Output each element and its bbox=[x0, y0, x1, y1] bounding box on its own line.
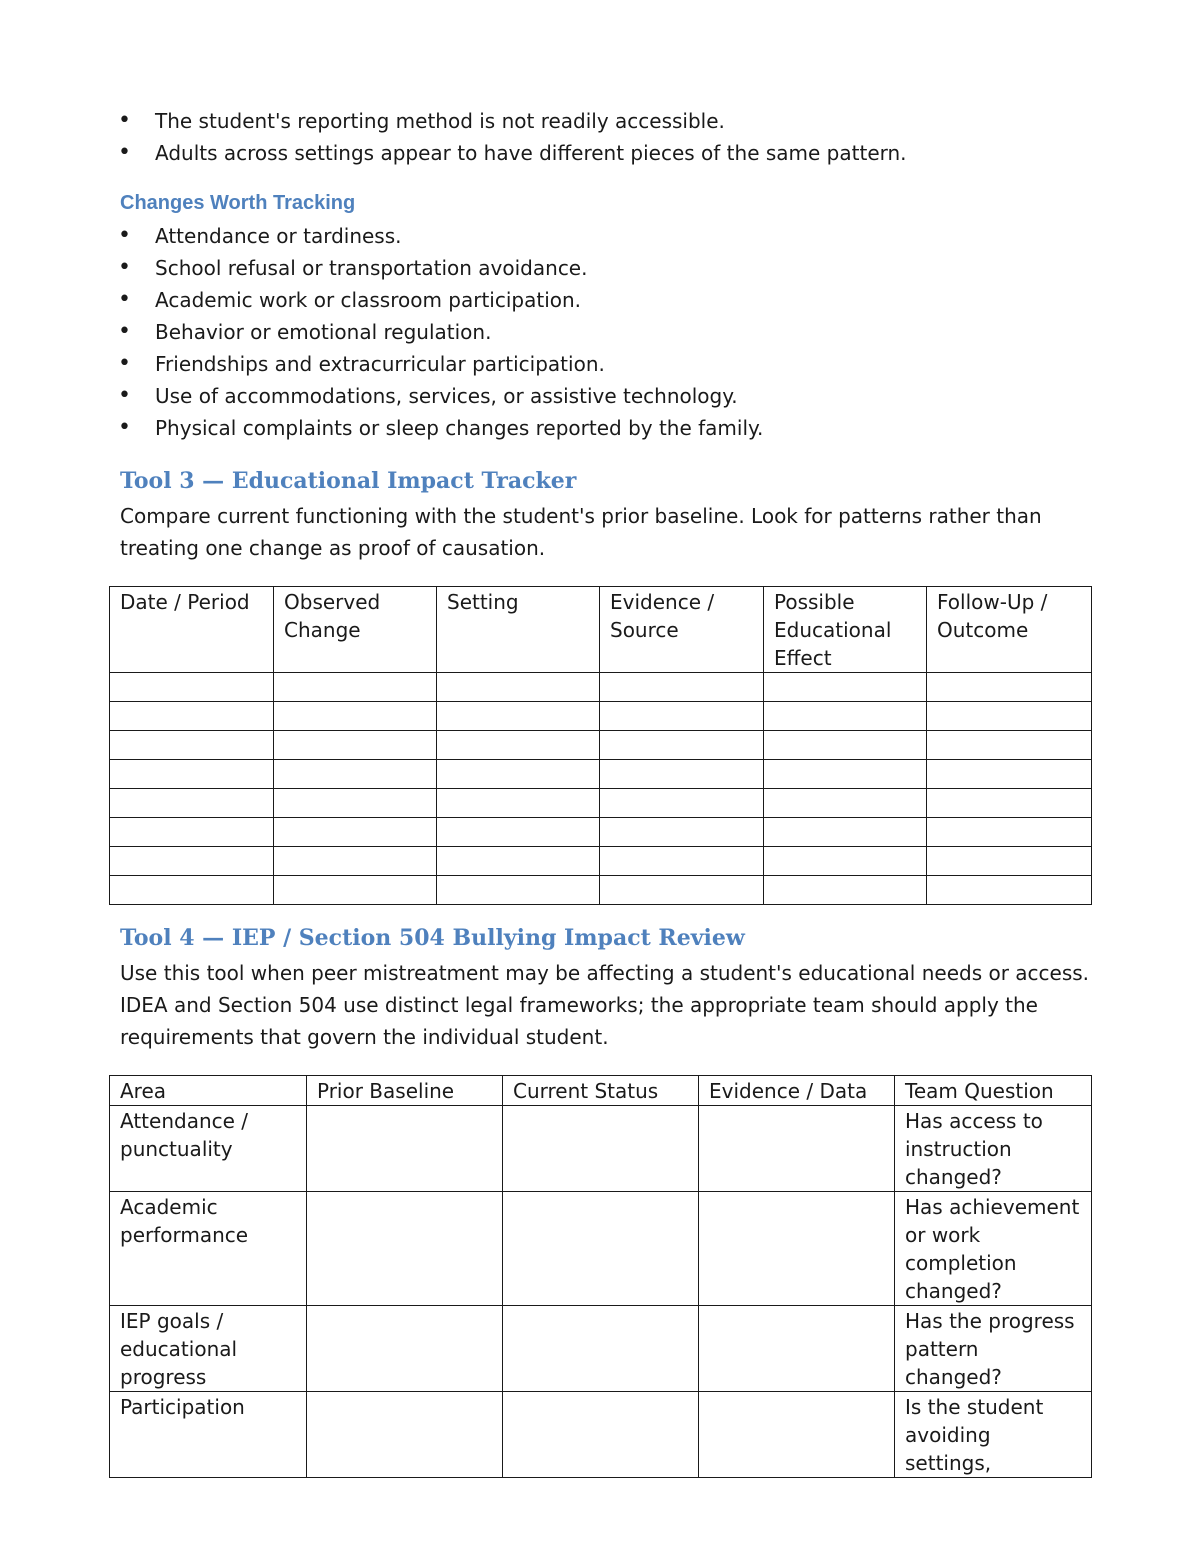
blank-entry-cell[interactable] bbox=[110, 673, 274, 702]
blank-entry-cell[interactable] bbox=[437, 673, 600, 702]
table-row bbox=[110, 760, 1092, 789]
prior-baseline-cell[interactable] bbox=[307, 1192, 503, 1306]
column-header: Prior Baseline bbox=[307, 1076, 503, 1106]
table-row bbox=[110, 789, 1092, 818]
tool3-tracker-table bbox=[109, 586, 1092, 905]
blank-entry-cell[interactable] bbox=[600, 702, 764, 731]
list-item: • Attendance or tardiness. bbox=[118, 220, 1098, 252]
column-header: Observed Change bbox=[274, 587, 437, 673]
blank-entry-cell[interactable] bbox=[927, 876, 1092, 905]
blank-entry-cell[interactable] bbox=[437, 702, 600, 731]
blank-entry-cell[interactable] bbox=[110, 702, 274, 731]
blank-entry-cell[interactable] bbox=[274, 876, 437, 905]
table-header-row bbox=[110, 587, 1092, 673]
tool4-review-table bbox=[109, 1075, 1092, 1478]
area-cell: Academic performance bbox=[110, 1192, 307, 1306]
current-status-cell[interactable] bbox=[503, 1392, 699, 1478]
blank-entry-cell[interactable] bbox=[274, 789, 437, 818]
blank-entry-cell[interactable] bbox=[927, 731, 1092, 760]
blank-entry-cell[interactable] bbox=[764, 702, 927, 731]
table-row bbox=[110, 673, 1092, 702]
blank-entry-cell[interactable] bbox=[274, 818, 437, 847]
list-item: • School refusal or transportation avoidance. bbox=[118, 252, 1098, 284]
blank-entry-cell[interactable] bbox=[600, 847, 764, 876]
blank-entry-cell[interactable] bbox=[274, 760, 437, 789]
blank-entry-cell[interactable] bbox=[600, 673, 764, 702]
table-header-row bbox=[110, 1076, 1092, 1106]
area-cell: Attendance / punctuality bbox=[110, 1106, 307, 1192]
team-question-cell: Is the student avoiding settings, bbox=[895, 1392, 1092, 1478]
blank-entry-cell[interactable] bbox=[274, 673, 437, 702]
blank-entry-cell[interactable] bbox=[927, 789, 1092, 818]
area-cell: IEP goals / educational progress bbox=[110, 1306, 307, 1392]
blank-entry-cell[interactable] bbox=[437, 789, 600, 818]
blank-entry-cell[interactable] bbox=[764, 818, 927, 847]
area-cell: Participation bbox=[110, 1392, 307, 1478]
blank-entry-cell[interactable] bbox=[600, 731, 764, 760]
evidence-data-cell[interactable] bbox=[699, 1306, 895, 1392]
current-status-cell[interactable] bbox=[503, 1306, 699, 1392]
evidence-data-cell[interactable] bbox=[699, 1392, 895, 1478]
intro-bullet-list bbox=[118, 105, 1098, 169]
blank-entry-cell[interactable] bbox=[274, 847, 437, 876]
blank-entry-cell[interactable] bbox=[764, 731, 927, 760]
blank-entry-cell[interactable] bbox=[764, 760, 927, 789]
blank-entry-cell[interactable] bbox=[110, 760, 274, 789]
blank-entry-cell[interactable] bbox=[764, 789, 927, 818]
blank-entry-cell[interactable] bbox=[437, 847, 600, 876]
table-row bbox=[110, 702, 1092, 731]
prior-baseline-cell[interactable] bbox=[307, 1392, 503, 1478]
blank-entry-cell[interactable] bbox=[764, 876, 927, 905]
blank-entry-cell[interactable] bbox=[274, 702, 437, 731]
list-item: • Behavior or emotional regulation. bbox=[118, 316, 1098, 348]
prior-baseline-cell[interactable] bbox=[307, 1106, 503, 1192]
team-question-cell: Has the progress pattern changed? bbox=[895, 1306, 1092, 1392]
list-item: • Academic work or classroom participation. bbox=[118, 284, 1098, 316]
tool3-description: Compare current functioning with the student's prior baseline. Look for patterns rather than treating one change as proof of causation. bbox=[120, 504, 1042, 560]
changes-worth-tracking-heading: Changes Worth Tracking bbox=[120, 192, 356, 214]
list-item: • Friendships and extracurricular participation. bbox=[118, 348, 1098, 380]
team-question-cell: Has achievement or work completion changed? bbox=[895, 1192, 1092, 1306]
blank-entry-cell[interactable] bbox=[764, 847, 927, 876]
evidence-data-cell[interactable] bbox=[699, 1192, 895, 1306]
blank-entry-cell[interactable] bbox=[110, 789, 274, 818]
list-item: • Physical complaints or sleep changes reported by the family. bbox=[118, 412, 1098, 444]
list-item: • Adults across settings appear to have different pieces of the same pattern. bbox=[118, 137, 1098, 169]
blank-entry-cell[interactable] bbox=[927, 673, 1092, 702]
blank-entry-cell[interactable] bbox=[274, 731, 437, 760]
blank-entry-cell[interactable] bbox=[437, 876, 600, 905]
changes-bullet-list bbox=[118, 220, 1098, 444]
blank-entry-cell[interactable] bbox=[437, 731, 600, 760]
blank-entry-cell[interactable] bbox=[600, 789, 764, 818]
column-header: Team Question bbox=[895, 1076, 1092, 1106]
column-header: Possible Educational Effect bbox=[764, 587, 927, 673]
table-row bbox=[110, 847, 1092, 876]
blank-entry-cell[interactable] bbox=[600, 818, 764, 847]
table-row bbox=[110, 1306, 1092, 1392]
current-status-cell[interactable] bbox=[503, 1192, 699, 1306]
list-item: • Use of accommodations, services, or assistive technology. bbox=[118, 380, 1098, 412]
table-row bbox=[110, 876, 1092, 905]
blank-entry-cell[interactable] bbox=[110, 818, 274, 847]
column-header: Date / Period bbox=[110, 587, 274, 673]
table-row bbox=[110, 731, 1092, 760]
tool4-description: Use this tool when peer mistreatment may be affecting a student's educational needs or access. IDEA and Section 504 use distinct legal frameworks; the appropriate team should apply the requirements that govern the individual student. bbox=[120, 961, 1090, 1049]
blank-entry-cell[interactable] bbox=[927, 702, 1092, 731]
column-header: Setting bbox=[437, 587, 600, 673]
blank-entry-cell[interactable] bbox=[764, 673, 927, 702]
blank-entry-cell[interactable] bbox=[110, 731, 274, 760]
table-row bbox=[110, 1192, 1092, 1306]
prior-baseline-cell[interactable] bbox=[307, 1306, 503, 1392]
blank-entry-cell[interactable] bbox=[927, 818, 1092, 847]
current-status-cell[interactable] bbox=[503, 1106, 699, 1192]
blank-entry-cell[interactable] bbox=[110, 847, 274, 876]
blank-entry-cell[interactable] bbox=[927, 847, 1092, 876]
tool3-table-body bbox=[110, 673, 1092, 905]
blank-entry-cell[interactable] bbox=[600, 760, 764, 789]
blank-entry-cell[interactable] bbox=[437, 760, 600, 789]
tool4-heading: Tool 4 — IEP / Section 504 Bullying Impact Review bbox=[120, 925, 745, 951]
column-header: Evidence / Data bbox=[699, 1076, 895, 1106]
table-row bbox=[110, 1392, 1092, 1478]
evidence-data-cell[interactable] bbox=[699, 1106, 895, 1192]
table-row bbox=[110, 1106, 1092, 1192]
column-header: Area bbox=[110, 1076, 307, 1106]
blank-entry-cell[interactable] bbox=[437, 818, 600, 847]
blank-entry-cell[interactable] bbox=[600, 876, 764, 905]
team-question-cell: Has access to instruction changed? bbox=[895, 1106, 1092, 1192]
list-item: • The student's reporting method is not readily accessible. bbox=[118, 105, 1098, 137]
blank-entry-cell[interactable] bbox=[110, 876, 274, 905]
tool3-heading: Tool 3 — Educational Impact Tracker bbox=[120, 468, 577, 494]
blank-entry-cell[interactable] bbox=[927, 760, 1092, 789]
column-header: Follow-Up / Outcome bbox=[927, 587, 1092, 673]
table-row bbox=[110, 818, 1092, 847]
column-header: Current Status bbox=[503, 1076, 699, 1106]
column-header: Evidence / Source bbox=[600, 587, 764, 673]
